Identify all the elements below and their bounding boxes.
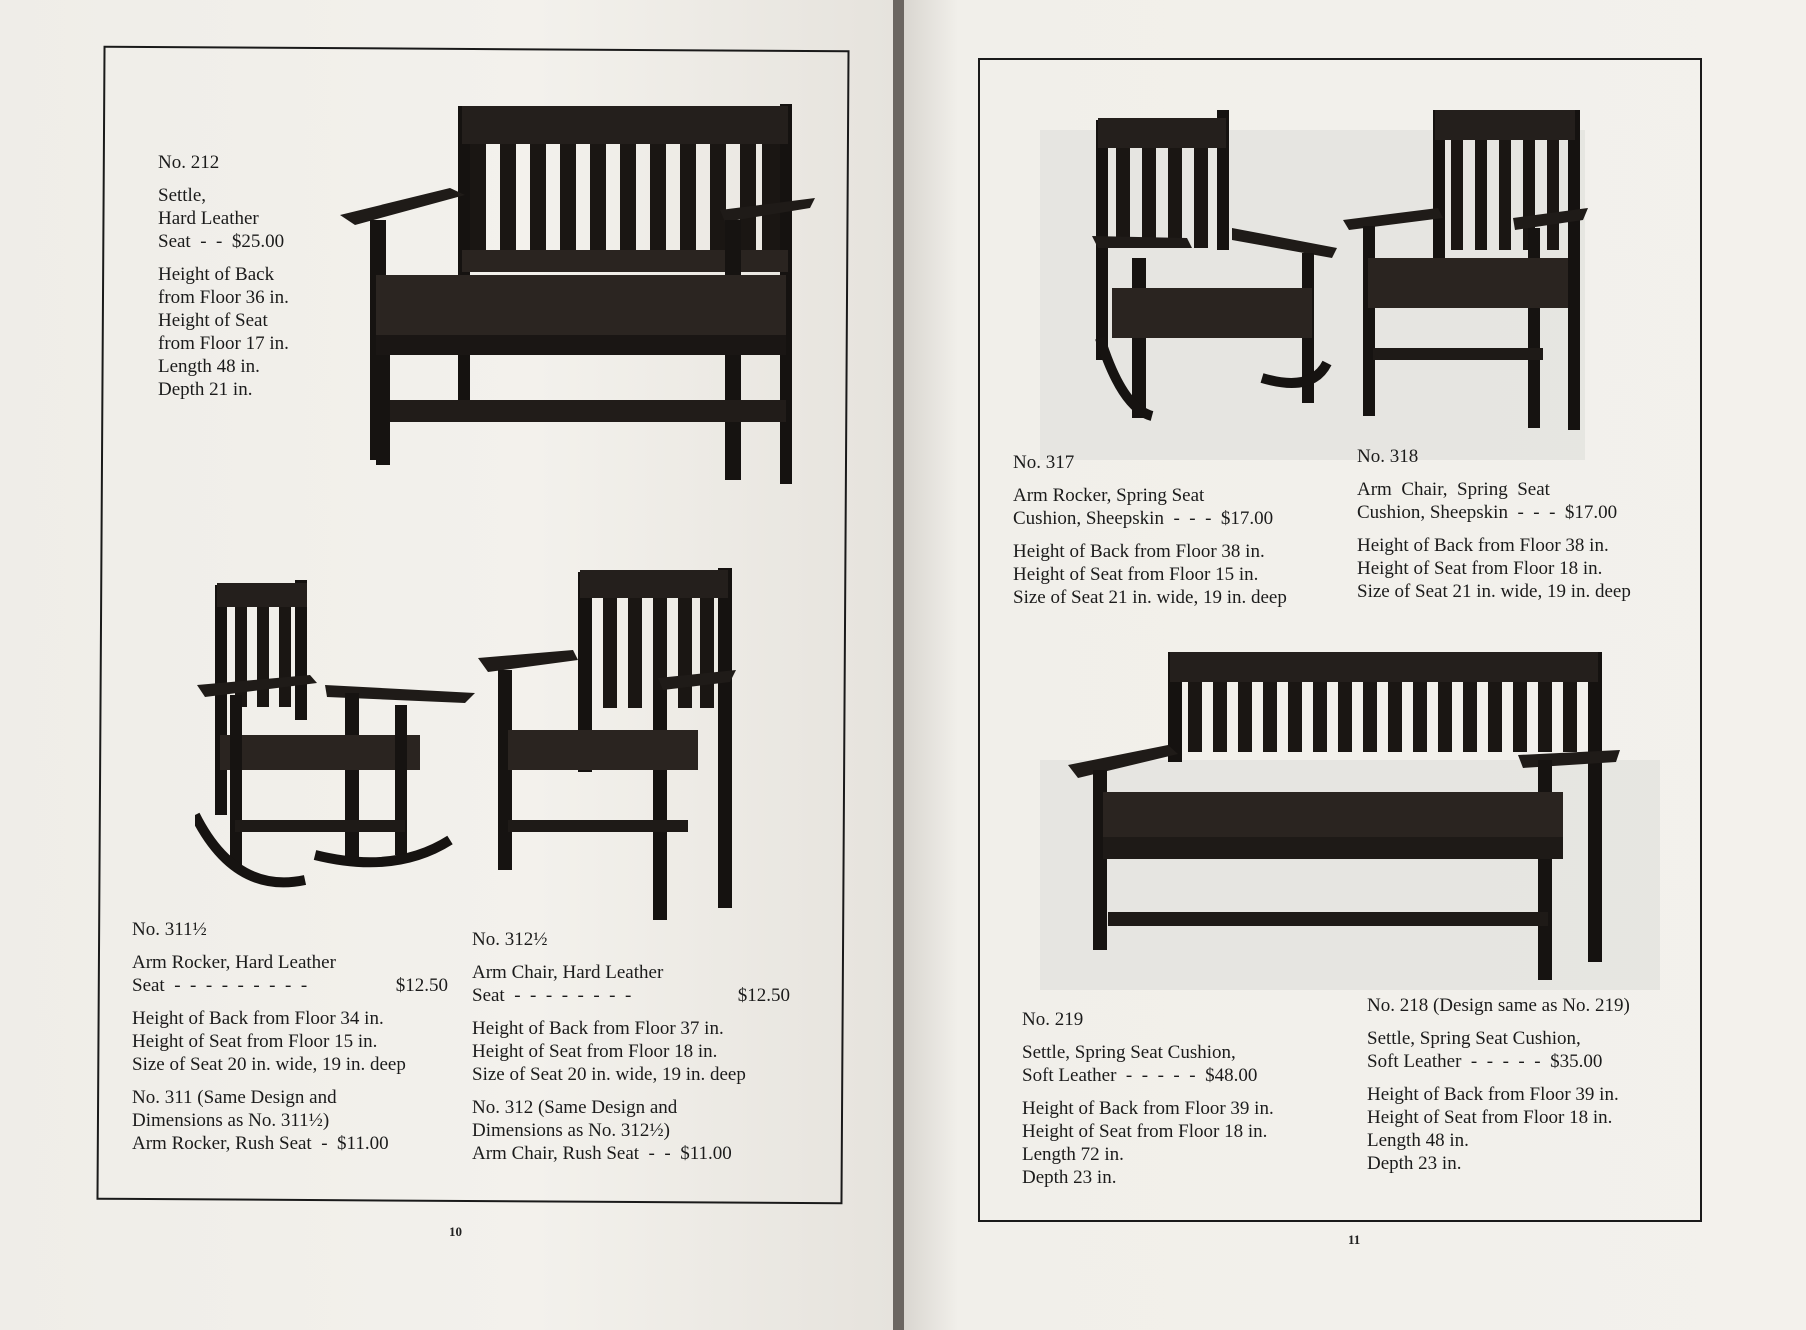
item-note: Arm Rocker, Rush Seat - $11.00 — [132, 1133, 389, 1154]
rocker-317-photo — [1092, 108, 1337, 423]
item-number: No. 317 — [1013, 452, 1075, 473]
item-description: Arm Rocker, Hard Leather — [132, 952, 336, 973]
item-note: Dimensions as No. 312½) — [472, 1120, 670, 1141]
item-dimension: Length 72 in. — [1022, 1144, 1124, 1165]
item-price: Cushion, Sheepskin - - - $17.00 — [1013, 508, 1274, 529]
item-description: Hard Leather — [158, 208, 259, 229]
item-dimension: Height of Back — [158, 264, 275, 285]
item-dimension: Depth 23 in. — [1367, 1153, 1462, 1174]
item-price: Cushion, Sheepskin - - - $17.00 — [1357, 502, 1618, 523]
item-price: $12.50 — [395, 975, 448, 996]
item-dimension: Height of Back from Floor 38 in. — [1013, 541, 1265, 562]
page-number: 11 — [1348, 1232, 1361, 1247]
item-number: No. 312½ — [472, 929, 548, 950]
item-219-text — [1022, 1008, 1338, 1189]
item-dimension: Height of Back from Floor 38 in. — [1357, 535, 1609, 556]
item-dimension: from Floor 17 in. — [158, 333, 289, 354]
book-gutter — [893, 0, 904, 1330]
item-dimension: Height of Seat — [158, 310, 268, 331]
item-dimension: Height of Back from Floor 39 in. — [1022, 1098, 1274, 1119]
item-218-text — [1367, 994, 1683, 1175]
item-number: No. 318 — [1357, 446, 1419, 467]
item-dimension: Size of Seat 20 in. wide, 19 in. deep — [472, 1064, 746, 1085]
rocker-311-photo — [195, 575, 480, 895]
item-number: No. 218 (Design same as No. 219) — [1367, 995, 1630, 1016]
item-dimension: Height of Seat from Floor 18 in. — [1357, 558, 1603, 579]
item-dimension: Height of Back from Floor 39 in. — [1367, 1084, 1619, 1105]
item-dimension: Height of Back from Floor 34 in. — [132, 1008, 384, 1029]
settle-212-photo — [340, 100, 815, 490]
item-212-text — [158, 151, 289, 401]
item-dimension: Size of Seat 21 in. wide, 19 in. deep — [1357, 581, 1631, 602]
item-note: Dimensions as No. 311½) — [132, 1110, 330, 1131]
armchair-318-photo — [1343, 108, 1588, 433]
item-dimension: Height of Back from Floor 37 in. — [472, 1018, 724, 1039]
item-note: No. 311 (Same Design and — [132, 1087, 337, 1108]
item-318-text — [1357, 445, 1675, 603]
item-number: No. 212 — [158, 152, 220, 173]
item-description: Arm Chair, Spring Seat — [1357, 479, 1550, 500]
item-price: Soft Leather - - - - - $35.00 — [1367, 1051, 1603, 1072]
seat-label: Seat - - - - - - - - — [472, 985, 632, 1006]
item-description: Settle, — [158, 185, 207, 206]
item-price: Soft Leather - - - - - $48.00 — [1022, 1065, 1258, 1086]
item-dimension: from Floor 36 in. — [158, 287, 289, 308]
item-dimension: Size of Seat 20 in. wide, 19 in. deep — [132, 1054, 406, 1075]
item-317-text — [1013, 451, 1331, 609]
item-dimension: Size of Seat 21 in. wide, 19 in. deep — [1013, 587, 1287, 608]
item-description: Arm Chair, Hard Leather — [472, 962, 664, 983]
item-dimension: Height of Seat from Floor 18 in. — [1022, 1121, 1268, 1142]
item-description: Settle, Spring Seat Cushion, — [1367, 1028, 1581, 1049]
item-312-half-text — [472, 928, 790, 1165]
item-number: No. 219 — [1022, 1009, 1084, 1030]
item-dimension: Height of Seat from Floor 15 in. — [1013, 564, 1259, 585]
item-dimension: Length 48 in. — [158, 356, 260, 377]
settle-219-photo — [1068, 650, 1620, 980]
item-description: Settle, Spring Seat Cushion, — [1022, 1042, 1236, 1063]
armchair-312-photo — [478, 560, 736, 920]
item-note: No. 312 (Same Design and — [472, 1097, 678, 1118]
page-number: 10 — [449, 1224, 462, 1239]
item-dimension: Depth 21 in. — [158, 379, 253, 400]
item-dimension: Height of Seat from Floor 18 in. — [472, 1041, 718, 1062]
item-dimension: Depth 23 in. — [1022, 1167, 1117, 1188]
item-dimension: Height of Seat from Floor 15 in. — [132, 1031, 378, 1052]
item-price: $12.50 — [737, 985, 790, 1006]
item-dimension: Length 48 in. — [1367, 1130, 1469, 1151]
seat-label: Seat - - - - - - - - - — [132, 975, 308, 996]
item-note: Arm Chair, Rush Seat - - $11.00 — [472, 1143, 732, 1164]
item-dimension: Height of Seat from Floor 18 in. — [1367, 1107, 1613, 1128]
item-number: No. 311½ — [132, 919, 207, 940]
item-description: Arm Rocker, Spring Seat — [1013, 485, 1205, 506]
item-311-half-text — [132, 918, 448, 1155]
item-price: Seat - - $25.00 — [158, 231, 285, 252]
